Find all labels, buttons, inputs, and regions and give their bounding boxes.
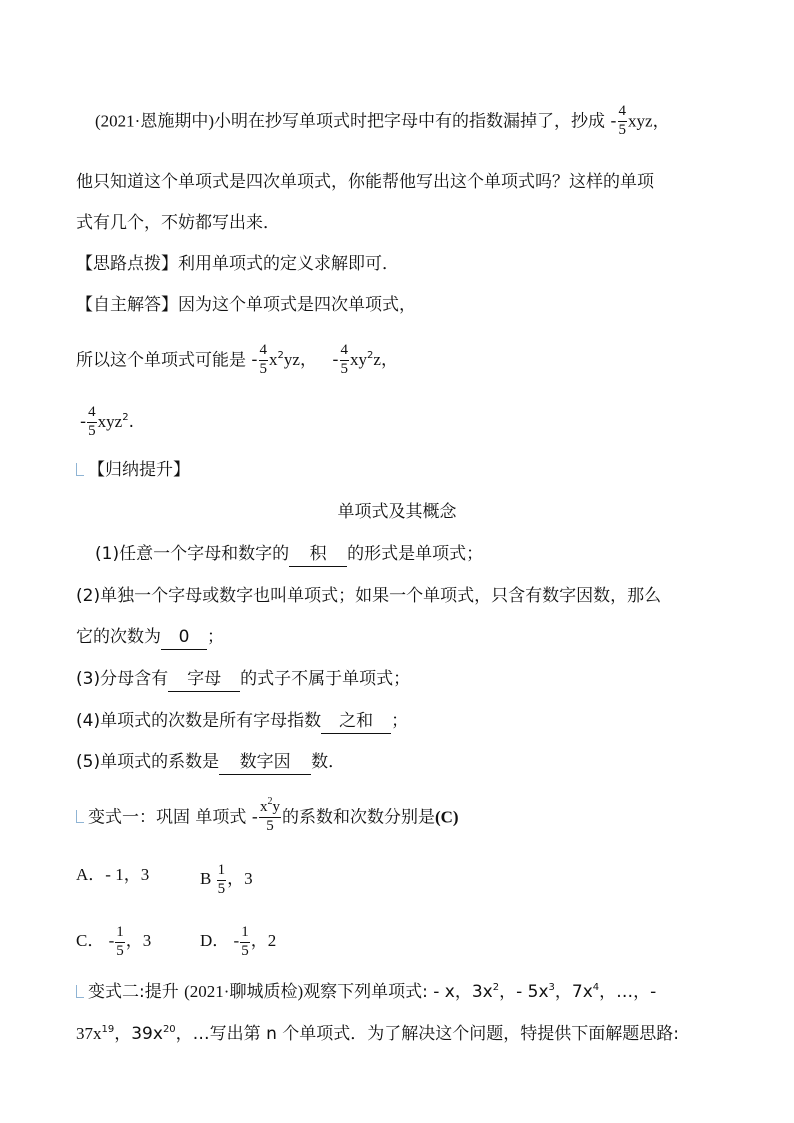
variant2-label: 变式二:提升 (88, 982, 179, 1002)
blank-answer-5: 数字因 (219, 750, 311, 775)
choice-B: B $\frac{1}{5}$ ，3 (200, 862, 253, 897)
summary-item-2b: 它的次数为 0 ； (76, 625, 224, 650)
blank-answer-1: 积 (289, 542, 347, 567)
summary-label: 【归纳提升】 (88, 460, 190, 480)
problem-expression: xyz (628, 111, 653, 131)
summary-item-5: (5)单项式的系数是 数字因 数． (76, 750, 345, 775)
bookmark-icon (76, 463, 84, 476)
variant2-line-2: $37x^{19}$，$39x^{20}$，…写出第 n 个单项式．为了解决这个问题，特提供下面解题思路: (76, 1024, 679, 1044)
bookmark-icon (76, 985, 84, 998)
hint-text: 利用单项式的定义求解即可． (178, 254, 399, 274)
summary-item-2: (2)单独一个字母或数字也叫单项式；如果一个单项式，只含有数字因数，那么 (76, 586, 662, 606)
answer-label: 【自主解答】 (76, 295, 178, 315)
answer-line-2: 所以这个单项式可能是 - $\frac{4}{5}$ $x^2yz$， - $\frac{4}{5}$ $xy^2z$， (76, 342, 398, 377)
answer-line-1 (76, 293, 416, 317)
choice-A: A．- 1，3 (76, 865, 150, 884)
variant2-line-1: 变式二:提升 (2021·聊城质检)观察下列单项式: - x，$3x^2$，- $5x^3$，$7x^4$，…，- (76, 980, 656, 1004)
answer-text: 因为这个单项式是四次单项式， (178, 295, 416, 315)
problem-text: 小明在抄写单项式时把字母中有的指数漏掉了，抄成 - (213, 111, 617, 132)
answer-option-2: - $\frac{4}{5}$ $xy^2z$， (332, 342, 398, 377)
answer-line-3 (80, 405, 134, 440)
blank-answer-3: 字母 (168, 667, 240, 692)
summary-title: 单项式及其概念 (337, 502, 457, 522)
bookmark-icon (76, 810, 84, 823)
problem-line-3: 式有几个，不妨都写出来． (76, 213, 280, 233)
variant1-answer: (C) (434, 807, 459, 827)
variant2-source: (2021·聊城质检) (184, 982, 304, 1001)
variant1-fraction: $\frac{x^2y}{5}$ (259, 796, 280, 834)
problem-line-2: 他只知道这个单项式是四次单项式，你能帮他写出这个单项式吗？这样的单项 (76, 172, 654, 192)
summary-item-3: (3)分母含有 字母 的式子不属于单项式； (76, 667, 410, 692)
blank-answer-2: 0 (161, 625, 207, 650)
choice-C: C． - $\frac{1}{5}$ ，3 (76, 924, 152, 959)
summary-header (76, 458, 190, 482)
summary-item-1: (1)任意一个字母和数字的 积 的形式是单项式； (95, 542, 483, 567)
blank-answer-4: 之和 (321, 709, 391, 734)
answer-option-3: - $\frac{4}{5}$ xyz$^2$. (80, 404, 134, 439)
hint-label: 【思路点拨】 (76, 254, 178, 274)
summary-item-4: (4)单项式的次数是所有字母指数 之和 ； (76, 709, 408, 734)
variant1-label: 变式一：巩固 (88, 807, 190, 828)
variant1-question: 变式一：巩固 单项式 - $\frac{x^2y}{5}$ 的系数和次数分别是(C) (76, 800, 459, 835)
answer-option-1: - $\frac{4}{5}$ $x^2yz$， (251, 342, 317, 377)
choice-D: D． - $\frac{1}{5}$ ，2 (200, 924, 277, 959)
problem-source: (2021·恩施期中) (95, 111, 214, 131)
problem-fraction: $\frac{4}{5}$ (618, 103, 627, 138)
hint-line (76, 252, 399, 276)
problem-line-1: (2021·恩施期中)小明在抄写单项式时把字母中有的指数漏掉了，抄成 - $\frac{4}{5}$ xyz， (95, 103, 670, 138)
